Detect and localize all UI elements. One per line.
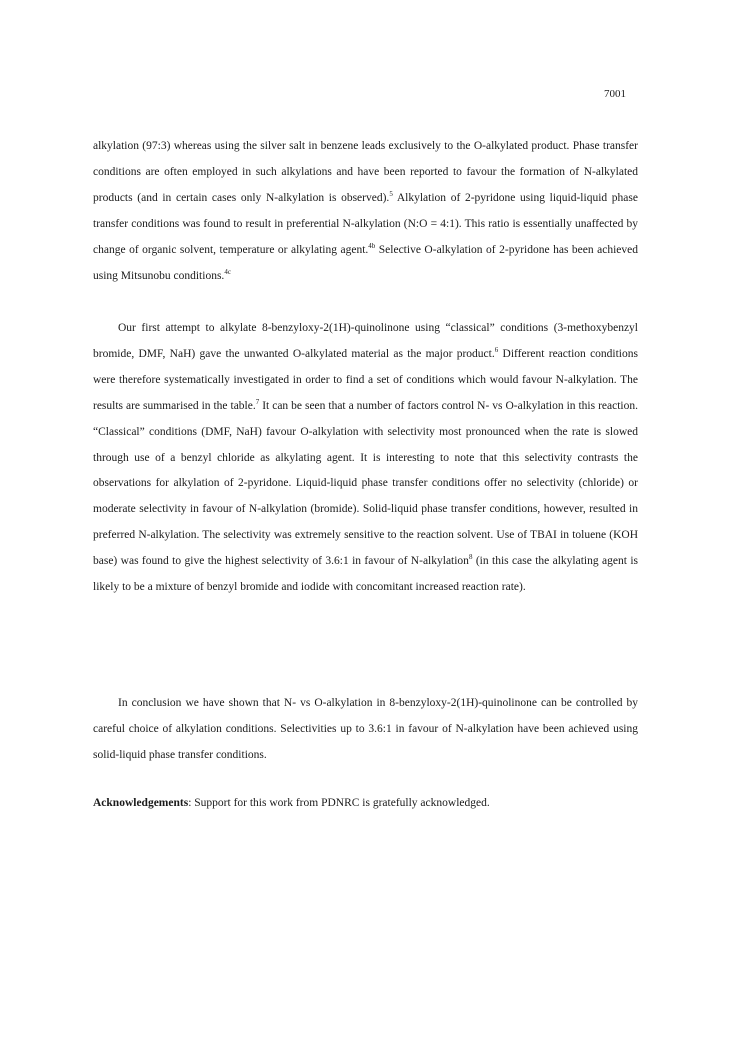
p2-sentence-3: It can be seen that a number of factors control N- vs O-alkylation in this reaction. “Classical” conditions (DMF, NaH) favour O-alkylation with selectivity most pronounced when the rate is slowed through use of a benzyl chloride as alkylating agent. It is interesting to note that this selectivity contrasts the observations for alkylation of 2-pyridone. Liquid-liquid phase transfer conditions offer no selectivity (chloride) or moderate selectivity in favour of N-alkylation (bromide). Solid-liquid phase transfer conditions, however, resulted in preferred N-alkylation. The selectivity was extremely sensitive to the reaction solvent. Use of TBAI in toluene (KOH base) was found to give the highest selectivity of 3.6:1 in favour of N-alkylation — [93, 399, 638, 568]
paragraph-results — [93, 316, 638, 601]
p2-sentence-1: Our first attempt to alkylate 8-benzyloxy-2(1H)-quinolinone using “classical” conditions (3-methoxybenzyl bromide, DMF, NaH) gave the unwanted O-alkylated material as the major product. — [93, 322, 638, 360]
acknowledgements — [93, 791, 638, 817]
p1-sentence-1: alkylation (97:3) whereas using the silver salt in benzene leads exclusively to the O-alkylated product. Phase transfer conditions are often employed in such alkylations and have been reported to favour the formation of N-alkylated products (and in certain cases only N-alkylation is observed). — [93, 140, 638, 204]
reference-superscript: 8 — [468, 553, 473, 562]
reference-superscript: 5 — [389, 189, 393, 198]
page-number: 7001 — [604, 88, 626, 100]
p2-sentence-4: (in this case the alkylating agent is likely to be a mixture of benzyl bromide and iodide with concomitant increased reaction rate). — [93, 555, 638, 594]
reference-superscript: 4b — [368, 241, 376, 250]
p1-sentence-2: Alkylation of 2-pyridone using liquid-liquid phase transfer conditions was found to result in preferential N-alkylation (N:O = 4:1). This ratio is essentially unaffected by change of organic solvent, temperature or alkylating agent. — [93, 191, 638, 256]
p1-sentence-3: Selective O-alkylation of 2-pyridone has been achieved using Mitsunobu conditions. — [93, 243, 638, 282]
paragraph-conclusion: In conclusion we have shown that N- vs O-alkylation in 8-benzyloxy-2(1H)-quinolinone can be controlled by careful choice of alkylation conditions. Selectivities up to 3.6:1 in favour of N-alkylation have been achieved using solid-liquid phase transfer conditions. — [93, 697, 638, 761]
reference-superscript: 7 — [255, 397, 260, 406]
paragraph-alkylation-background — [93, 134, 638, 289]
acknowledgements-text: : Support for this work from PDNRC is gratefully acknowledged. — [188, 797, 490, 809]
reference-superscript: 4c — [224, 267, 231, 276]
reference-superscript: 6 — [494, 345, 499, 354]
acknowledgements-label: Acknowledgements — [93, 797, 189, 809]
p2-sentence-2: Different reaction conditions were therefore systematically investigated in order to find a set of conditions which would favour N-alkylation. The results are summarised in the table. — [93, 347, 638, 412]
